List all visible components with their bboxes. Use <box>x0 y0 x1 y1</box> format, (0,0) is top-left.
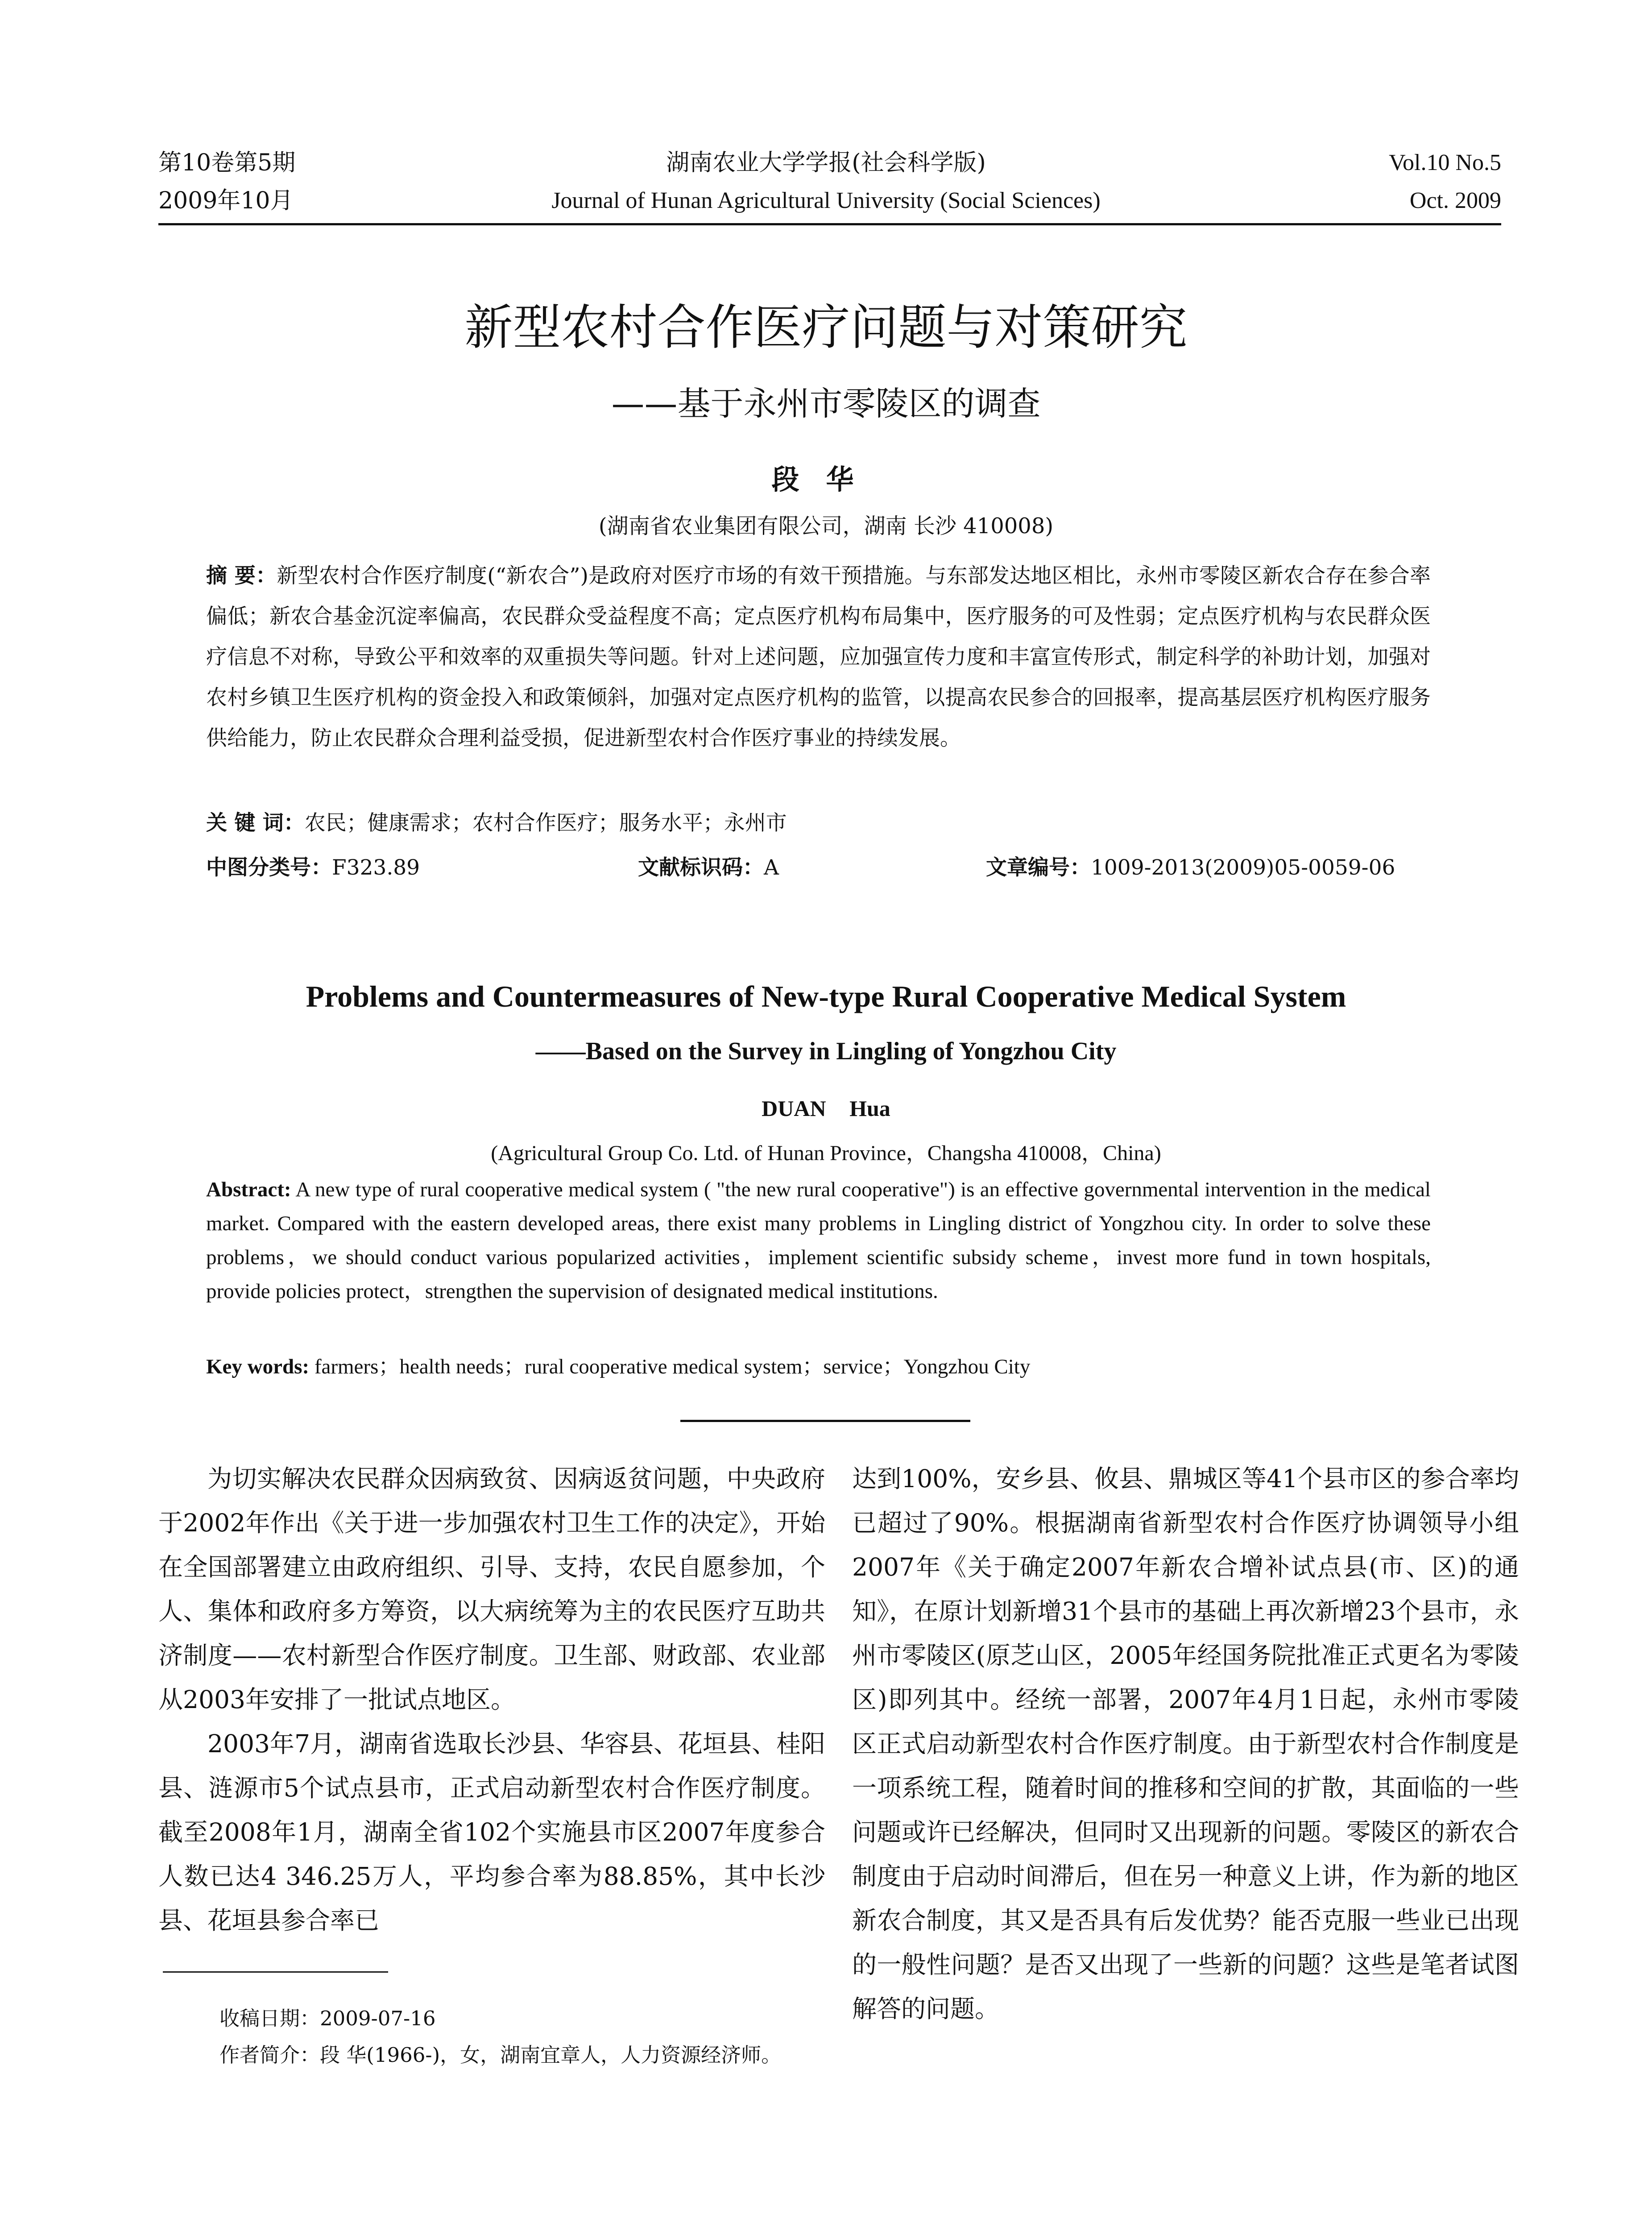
footnote-author-info: 作者简介：段 华(1966-)，女，湖南宜章人，人力资源经济师。 <box>219 2043 782 2067</box>
cn-article-value: 1009-2013(2009)05-0059-06 <box>1091 855 1395 880</box>
cn-affiliation: (湖南省农业集团有限公司，湖南 长沙 410008) <box>598 514 1054 539</box>
cn-clc <box>206 854 420 881</box>
cn-abstract-label: 摘 要： <box>206 564 277 588</box>
footnote-rule <box>163 1971 388 1973</box>
en-keywords <box>206 1350 1431 1384</box>
cn-article-no <box>986 854 1395 881</box>
en-author: DUAN Hua <box>762 1096 890 1121</box>
cn-abstract-text: 新型农村合作医疗制度(“新农合”)是政府对医疗市场的有效干预措施。与东部发达地区相比，永州市零陵区新农合存在参合率偏低；新农合基金沉淀率偏高，农民群众受益程度不高；定点医疗机构布局集中，医疗服务的可及性弱；定点医疗机构与农民群众医疗信息不对称，导致公平和效率的双重损失等问题。针对上述问题，应加强宣传力度和丰富宣传形式，制定科学的补助计划，加强对农村乡镇卫生医疗机构的资金投入和政策倾斜，加强对定点医疗机构的监管，以提高农民参合的回报率，提高基层医疗机构医疗服务供给能力，防止农民群众合理利益受损，促进新型农村合作医疗事业的持续发展。 <box>206 564 1431 751</box>
header-date-en: Oct. 2009 <box>1409 188 1501 213</box>
en-affiliation: (Agricultural Group Co. Ltd. of Hunan Province，Changsha 410008，China) <box>491 1141 1161 1165</box>
cn-subtitle: ——基于永州市零陵区的调查 <box>611 385 1041 423</box>
footnote-received <box>170 2003 826 2035</box>
en-abstract-label: Abstract: <box>206 1178 291 1201</box>
header-volume-en: Vol.10 No.5 <box>1389 150 1501 175</box>
en-subtitle: ——Based on the Survey in Lingling of Yongzhou City <box>535 1037 1117 1065</box>
cn-doc-value: A <box>764 855 779 880</box>
en-title: Problems and Countermeasures of New-type Rural Cooperative Medical System <box>306 979 1346 1013</box>
section-divider <box>680 1420 970 1422</box>
en-keywords-text: farmers；health needs；rural cooperative medical system；service；Yongzhou City <box>309 1355 1031 1378</box>
cn-abstract <box>206 556 1431 759</box>
body-paragraph: 2003年7月，湖南省选取长沙县、华容县、花垣县、桂阳县、涟源市5个试点县市，正式启动新型农村合作医疗制度。截至2008年1月，湖南全省102个实施县市区2007年度参合人数已达4 346.25万人，平均参合率为88.85%，其中长沙县、花垣县参合率已 <box>158 1729 825 1935</box>
body-left-column <box>158 1457 825 1943</box>
header-volume-cn: 第10卷第5期 <box>158 149 296 176</box>
cn-article-label: 文章编号： <box>986 855 1091 880</box>
cn-title: 新型农村合作医疗问题与对策研究 <box>464 300 1188 356</box>
cn-doc-code <box>638 854 779 881</box>
cn-doc-label: 文献标识码： <box>638 855 764 880</box>
header-journal-en: Journal of Hunan Agricultural University (Social Sciences) <box>551 188 1101 213</box>
en-abstract-text: A new type of rural cooperative medical system ( "the new rural cooperative") is an effective governmental intervention in the medical market. Compared with the eastern developed areas, there exist many problems in Lingling district of Yongzhou city. In order to solve these problems，we should conduct various popularized activities，implement scientific subsidy scheme，invest more fund in town hospitals, provide policies protect，strengthen the supervision of designated medical institutions. <box>206 1178 1431 1303</box>
cn-author: 段华 <box>771 463 881 496</box>
cn-keywords <box>206 810 787 837</box>
body-right-column <box>852 1457 1519 2031</box>
cn-clc-value: F323.89 <box>332 855 420 880</box>
en-keywords-label: Key words: <box>206 1355 310 1378</box>
header-journal-cn: 湖南农业大学学报(社会科学版) <box>666 149 986 176</box>
cn-keywords-text: 农民；健康需求；农村合作医疗；服务水平；永州市 <box>304 811 787 835</box>
footnote-received-text: 收稿日期：2009-07-16 <box>219 2007 436 2030</box>
body-paragraph: 为切实解决农民群众因病致贫、因病返贫问题，中央政府于2002年作出《关于进一步加强农村卫生工作的决定》，开始在全国部署建立由政府组织、引导、支持，农民自愿参加，个人、集体和政府多方筹资，以大病统筹为主的农民医疗互助共济制度——农村新型合作医疗制度。卫生部、财政部、农业部从2003年安排了一批试点地区。 <box>158 1464 825 1714</box>
body-paragraph: 达到100%，安乡县、攸县、鼎城区等41个县市区的参合率均已超过了90%。根据湖南省新型农村合作医疗协调领导小组2007年《关于确定2007年新农合增补试点县(市、区)的通知》，在原计划新增31个县市的基础上再次新增23个县市，永州市零陵区(原芝山区，2005年经国务院批准正式更名为零陵区)即列其中。经统一部署，2007年4月1日起，永州市零陵区正式启动新型农村合作医疗制度。由于新型农村合作制度是一项系统工程，随着时间的推移和空间的扩散，其面临的一些问题或许已经解决，但同时又出现新的问题。零陵区的新农合制度由于启动时间滞后，但在另一种意义上讲，作为新的地区新农合制度，其又是否具有后发优势？能否克服一些业已出现的一般性问题？是否又出现了一些新的问题？这些是笔者试图解答的问题。 <box>852 1464 1519 2023</box>
cn-clc-label: 中图分类号： <box>206 855 332 880</box>
header-date-cn: 2009年10月 <box>158 187 294 214</box>
en-abstract <box>206 1173 1431 1308</box>
header-rule <box>158 223 1501 225</box>
cn-keywords-label: 关 键 词： <box>206 811 305 835</box>
